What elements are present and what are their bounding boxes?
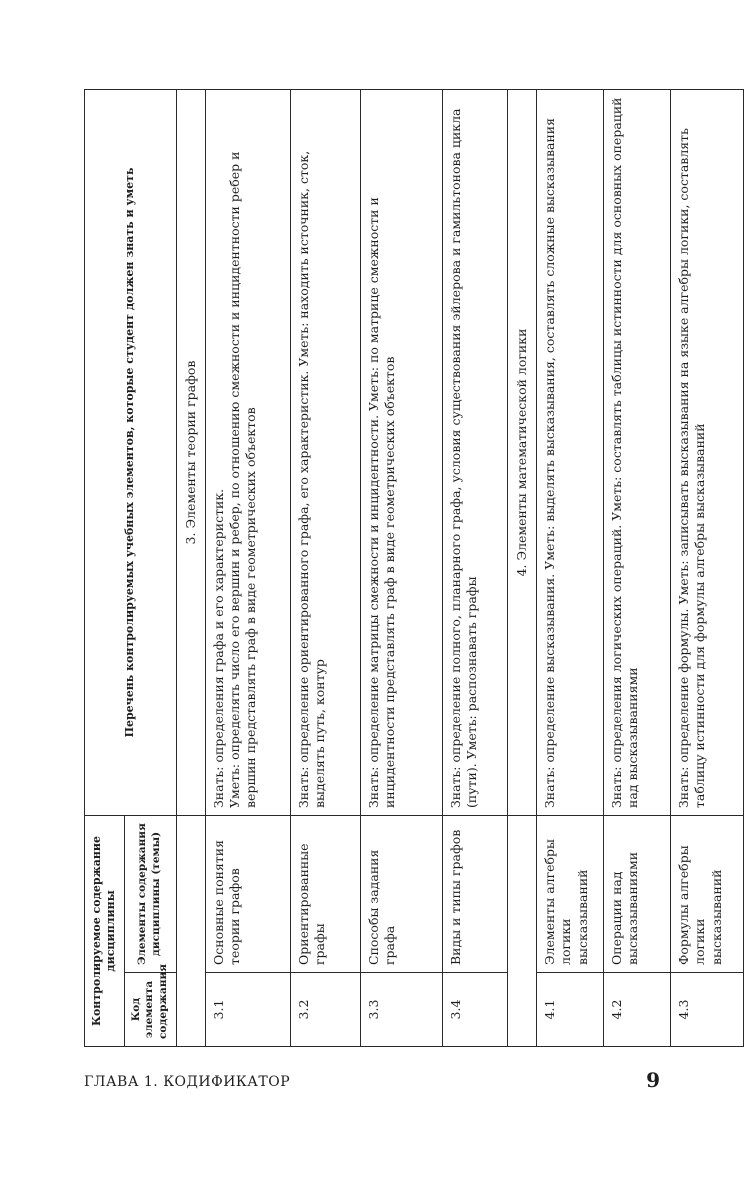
section-row xyxy=(507,89,536,1046)
codifier-table-sheet xyxy=(84,90,724,1047)
element-code: 3.1 xyxy=(205,973,290,1047)
table-row xyxy=(604,89,671,1046)
header-requirements: Перечень контролируемых учебных элементов, которые студент должен знать и уметь xyxy=(85,89,177,815)
element-topic: Операции над высказываниями xyxy=(604,815,671,972)
element-topic: Способы задания графа xyxy=(360,815,442,972)
element-requirements xyxy=(205,89,290,815)
element-code: 4.3 xyxy=(671,973,744,1047)
requirement-line: Уметь: определять число его вершин и ребер, по отношению смежности и инцидентности ребер и вершин представлять граф в виде геометрических объектов xyxy=(227,151,259,808)
chapter-title: ГЛАВА 1. КОДИФИКАТОР xyxy=(84,1074,291,1090)
element-requirements xyxy=(671,89,744,815)
table-row xyxy=(537,89,604,1046)
section-empty-cell xyxy=(176,815,205,1046)
element-code: 3.3 xyxy=(360,973,442,1047)
header-group: Контролируемое содержание дисциплины xyxy=(85,815,125,1046)
requirement-line: Знать: определение матрицы смежности и инцидентности. Уметь: по матрице смежности и инцидентности представлять граф в виде геометрических объектов xyxy=(365,197,398,808)
header-elements: Элементы содержания дисциплины (темы) xyxy=(124,815,176,972)
table-row xyxy=(205,89,290,1046)
section-title: 4. Элементы математической логики xyxy=(507,89,536,815)
header-code: Код элемента содержания xyxy=(124,973,176,1047)
table-row xyxy=(671,89,744,1046)
table-row xyxy=(442,89,507,1046)
element-requirements xyxy=(537,89,604,815)
header-row-1 xyxy=(85,89,125,1046)
page-number: 9 xyxy=(646,1068,660,1092)
section-empty-cell xyxy=(507,815,536,1046)
element-code: 4.2 xyxy=(604,973,671,1047)
requirement-line: Знать: определение полного, планарного графа, условия существования эйлерова и гамильтонова цикла (пути). Уметь: распознавать графы xyxy=(447,108,480,808)
element-code: 3.4 xyxy=(442,973,507,1047)
element-topic: Ориентированные графы xyxy=(290,815,360,972)
section-row xyxy=(176,89,205,1046)
element-requirements xyxy=(442,89,507,815)
table-row xyxy=(360,89,442,1046)
section-title: 3. Элементы теории графов xyxy=(176,89,205,815)
rotated-table-stage xyxy=(84,90,724,1047)
element-code: 4.1 xyxy=(537,973,604,1047)
requirement-line: Знать: определение высказывания. Уметь: выделять высказывания, составлять сложные высказывания xyxy=(542,117,558,808)
codifier-table xyxy=(84,89,744,1047)
table-body xyxy=(176,89,744,1046)
element-requirements xyxy=(360,89,442,815)
requirement-line: Знать: определения логических операций. Уметь: составлять таблицы истинности для основных операций над высказываниями xyxy=(609,97,641,808)
element-topic: Элементы алгебры логики высказываний xyxy=(537,815,604,972)
element-topic: Виды и типы графов xyxy=(442,815,507,972)
element-topic: Формулы алгебры логики высказываний xyxy=(671,815,744,972)
element-requirements xyxy=(604,89,671,815)
requirement-line: Знать: определение ориентированного графа, его характеристик. Уметь: находить источник, сток, выделять путь, контур xyxy=(295,150,328,808)
element-code: 3.2 xyxy=(290,973,360,1047)
table-row xyxy=(290,89,360,1046)
element-topic: Основные понятия теории графов xyxy=(205,815,290,972)
element-requirements xyxy=(290,89,360,815)
requirement-line: Знать: определения графа и его характеристик. xyxy=(210,488,226,808)
requirement-line: Знать: определение формулы. Уметь: записывать высказывания на языке алгебры логики, составлять таблицу истинности для формулы алгебры высказываний xyxy=(676,128,708,808)
